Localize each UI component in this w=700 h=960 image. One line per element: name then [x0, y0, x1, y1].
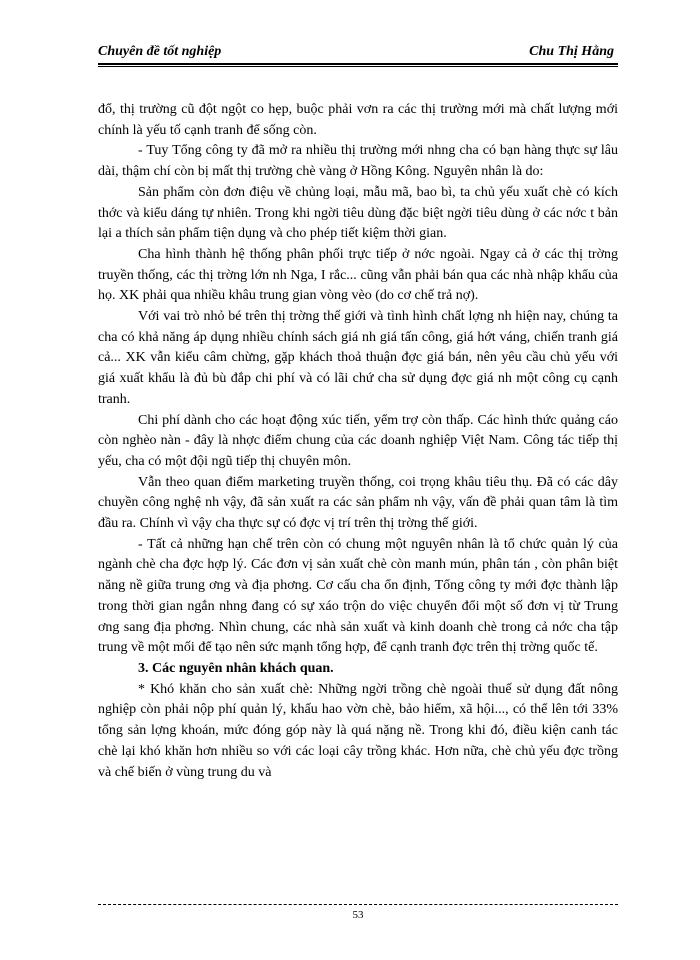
paragraph: Chi phí dành cho các hoạt động xúc tiến, yểm trợ còn thấp. Các hình thức quảng cáo còn nghèo nàn - đây là nhợc điểm chung của các doanh nghiệp Việt Nam. Công tác tiếp thị yếu, cha có một đội ngũ tiếp thị chuyên môn.: [98, 412, 618, 469]
paragraph: đổ, thị trường cũ đột ngột co hẹp, buộc phải vơn ra các thị trường mới mà chất lượng mới chính là yếu tố cạnh tranh để sống còn.: [98, 102, 618, 138]
header-title: Chuyên đề tốt nghiệp: [98, 44, 222, 59]
paragraph: Vẫn theo quan điểm marketing truyền thống, coi trọng khâu tiêu thụ. Đã có các dây chuyền công nghệ nh vậy, đã sản xuất ra các sản phẩm nh vậy, vấn đề phải quan tâm là tìm đầu ra. Chính vì vậy cha thực sự có đợc vị trí trên thị trờng thế giới.: [98, 474, 618, 532]
paragraph: - Tất cả những hạn chế trên còn có chung một nguyên nhân là tổ chức quản lý của ngành chè cha đợc hợp lý. Các đơn vị sản xuất chè còn manh mún, phân tán , còn phân biệt năng nề giữa trung ơng và địa phơng. Cơ cấu cha ổn định, Tổng công ty mới đợc thành lập trong thời gian ngắn nhng đang có sự xáo trộn do việc chuyển đổi một số đơn vị từ Trung ơng sang địa phơng. Nhìn chung, các nhà sản xuất và kinh doanh chè trong cả nớc cha tập trung về một mối để tạo nên sức mạnh tổng hợp, để cạnh tranh đợc trên thị trờng quốc tế.: [98, 536, 618, 656]
paragraph: Với vai trò nhỏ bé trên thị trờng thế giới và tình hình chất lợng nh hiện nay, chúng ta cha có khả năng áp dụng nhiều chính sách giá nh giá tấn công, giá hớt váng, chiến tranh giá cả... XK vẫn kiểu câm chừng, gặp khách thoả thuận đợc giá bán, nên yêu cầu chủ yếu với giá xuất khẩu là đủ bù đắp chi phí và có lãi chứ cha sử dụng đợc giá nh một công cụ cạnh tranh.: [98, 309, 618, 407]
paragraph: Cha hình thành hệ thống phân phối trực tiếp ở nớc ngoài. Ngay cả ở các thị trờng truyền thống, các thị trờng lớn nh Nga, I rắc... cũng vẫn phải bán qua các nhà nhập khẩu của họ. XK phải qua nhiều khâu trung gian vòng vèo (do cơ chế trả nợ).: [98, 246, 618, 304]
header-rule-thin: [98, 66, 618, 67]
footer-rule: [98, 904, 618, 905]
header-author: Chu Thị Hằng: [529, 44, 614, 59]
paragraph: - Tuy Tổng công ty đã mở ra nhiều thị trường mới nhng cha có bạn hàng thực sự lâu dài, thậm chí còn bị mất thị trường chè vàng ở Hồng Kông. Nguyên nhân là do:: [98, 143, 618, 180]
paragraph: * Khó khăn cho sản xuất chè: Những ngời trồng chè ngoài thuế sử dụng đất nông nghiệp còn phải nộp phí quản lý, khấu hao vờn chè, bảo hiểm, xã hội..., có thể lên tới 33% tổng sản lợng khoán, mức đóng góp này là quá nặng nề. Trong khi đó, điều kiện canh tác chè lại khó khăn hơn nhiều so với các loại cây trồng khác. Hơn nữa, chè chủ yếu đợc trồng và chế biến ở vùng trung du và: [98, 681, 618, 780]
page-number: 53: [352, 909, 364, 921]
paragraph: Sản phẩm còn đơn điệu về chủng loại, mẫu mã, bao bì, ta chủ yếu xuất chè có kích thớc và kiểu dáng tự nhiên. Trong khi ngời tiêu dùng đặc biệt ngời tiêu dùng ở các nớc t bản lại a thích sản phẩm tiện dụng và cho phép tiết kiệm thời gian.: [98, 184, 618, 242]
header-rule: [98, 63, 618, 65]
body-text: [98, 100, 618, 783]
section-heading: 3. Các nguyên nhân khách quan.: [138, 660, 334, 676]
